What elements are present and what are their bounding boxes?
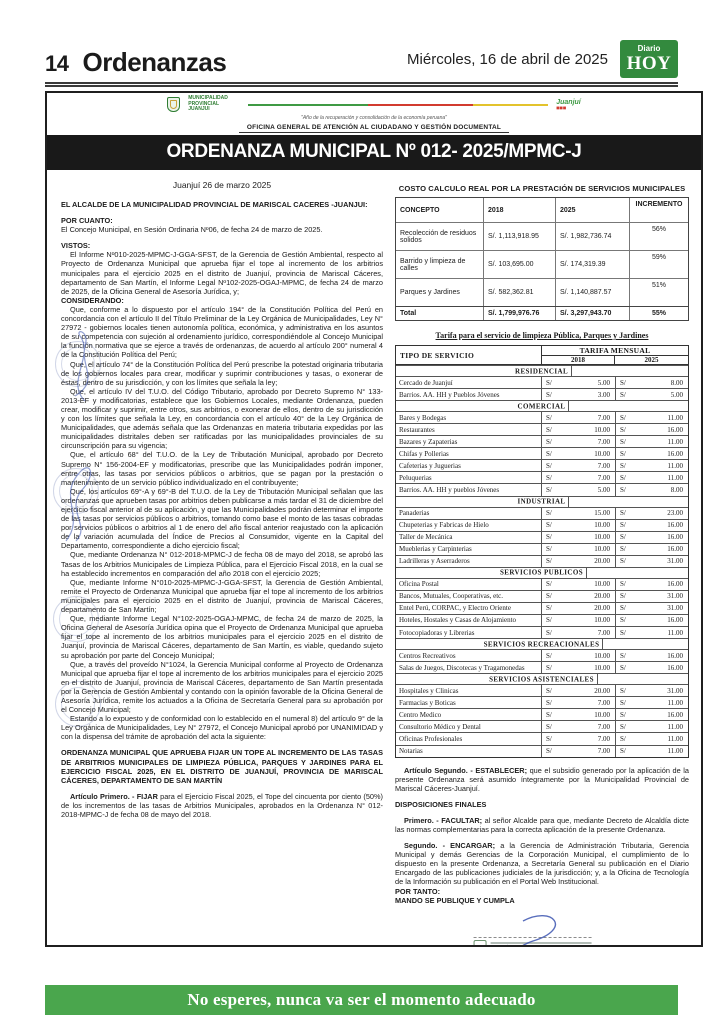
- name-text: Cercado de Juanjuí: [396, 377, 542, 388]
- p25-text: 16.00: [667, 663, 683, 672]
- p25-text: 11.00: [667, 437, 683, 446]
- tariff-table-row: Chifas y Pollerias S/ 10.00 S/ 16.00: [396, 447, 688, 459]
- inc-text: 55%: [651, 310, 666, 317]
- section-title: Ordenanzas: [82, 47, 227, 77]
- mayor-signature-icon: [413, 911, 643, 947]
- diario-hoy-logo: [620, 40, 678, 78]
- ordinance-paragraph: [61, 578, 383, 614]
- p25-text: 23.00: [667, 509, 683, 518]
- ordinance-paragraph: [61, 614, 383, 659]
- cost-table-row: [396, 250, 688, 278]
- text-text: Que, el artículo 74° de la Constitución Política del Perú prescribe la potestad originaria tributaria de los gobiernos locales para crear, modificar y suprimir contribuciones y tasas, o exonerar de éstas, dentro de su jurisdicción, y con los límites que señala la ley;: [61, 359, 383, 387]
- name-text: INDUSTRIAL: [515, 496, 570, 507]
- name-text: Consultorio Médico y Dental: [396, 721, 542, 732]
- edition-date: Miércoles, 16 de abril de 2025: [407, 50, 608, 68]
- municipality-name: MUNICIPALIDAD PROVINCIAL JUANJUI: [188, 95, 228, 113]
- tariff-table-row: Fotocopiadoras y Librerias S/ 7.00 S/ 11.00: [396, 626, 688, 638]
- p18-text: 10.00: [594, 521, 610, 530]
- p25-text: 8.00: [670, 485, 683, 494]
- tariff-table-row: Taller de Mecánica S/ 10.00 S/ 16.00: [396, 531, 688, 543]
- tariff-table-row: Cercado de Juanjuí S/ 5.00 S/ 8.00: [396, 376, 688, 388]
- text-text: Que, mediante Ordenanza N° 012-2018-MPMC-J de fecha 08 de mayo del 2018, se aprobó las Tasas de los Arbitrios Municipales de Limpieza Pública, para el Ejercicio Fiscal 2018, en la cual se ha establecido incrementos en comparación del año 2018 con el ejercicio 2025;: [61, 550, 383, 578]
- p25-text: 11.00: [667, 413, 683, 422]
- p25-text: 11.00: [667, 461, 683, 470]
- cost-table: [395, 197, 689, 321]
- tariff-table-row: Consultorio Médico y Dental S/ 7.00 S/ 11.00: [396, 720, 688, 732]
- name-text: Mueblerias y Carpinterias: [396, 544, 542, 555]
- tariff-table-row: Hospitales y Clinicas S/ 20.00 S/ 31.00: [396, 684, 688, 696]
- inc-text: 51%: [651, 282, 666, 289]
- ordinance-paragraph: [395, 841, 689, 886]
- col-header-concepto: CONCEPTO: [396, 198, 484, 222]
- p25-text: 8.00: [670, 378, 683, 387]
- name-text: Salas de Juegos, Discotecas y Tragamonedas: [396, 662, 542, 673]
- p25-text: 16.00: [667, 545, 683, 554]
- cost-table-row: [396, 222, 688, 250]
- tricolor-divider: [248, 104, 548, 106]
- head-text: VISTOS:: [61, 241, 91, 251]
- inc-text: 59%: [651, 254, 666, 261]
- p18-text: 10.00: [594, 663, 610, 672]
- text-text: Que, mediante Informe N°010-2025-MPMC-J-GGA-SFST, la Gerencia de Gestión Ambiental, remite el Proyecto de Ordenanza Municipal que aprueba fijar el tope al incremento de los arbitrios municipales para el ejercicio 2025 en el distrito de Juanjuí, provincia de Mariscal Cáceres, departamento de San Martín;: [61, 577, 383, 615]
- name-text: Barrios. AA. HH y Pueblos Jóvenes: [396, 389, 542, 400]
- ordinance-paragraph: [61, 748, 383, 784]
- p18-text: 10.00: [594, 425, 610, 434]
- p18-text: 10.00: [594, 616, 610, 625]
- ordinance-paragraph: [395, 887, 689, 896]
- p18-text: 10.00: [594, 580, 610, 589]
- text-text: a la Gerencia de Administración Tributaria, Gerencia Municipal y demás Gerencias de la Corporación Municipal, el cumplimiento de lo dispuesto en la presente Ordenanza, a Secretaría General su publicación en el Diario Encargado de las publicaciones judiciales de la jurisdicción; y, a la Oficina de Tecnología de la Información su publicación en el Portal Web Institucional.: [395, 841, 689, 887]
- name-text: Bazares y Zapaterias: [396, 436, 542, 447]
- head-text: EL ALCALDE DE LA MUNICIPALIDAD PROVINCIAL DE MARISCAL CACERES -JUANJUI:: [61, 200, 368, 209]
- tariff-table-row: Mueblerias y Carpinterias S/ 10.00 S/ 16.00: [396, 543, 688, 555]
- head-text: POR CUANTO:: [61, 216, 113, 226]
- name-text: Bancos, Mutuales, Cooperativas, etc.: [396, 591, 542, 602]
- head-text: ORDENANZA MUNICIPAL QUE APRUEBA FIJAR UN TOPE AL INCREMENTO DE LAS TASAS DE ARBITRIOS MUNICIPALES DE LIMPIEZA PÚBLICA, PARQUES Y JARDINES PARA EL EJERCICIO FISCAL 2025, EN EL DISTRITO DE JUANJUÍ, PROVINCIA DE MARISCAL CÁCERES, DEPARTAMENTO DE SAN MARTÍN: [61, 748, 383, 785]
- name-text: Entel Perú, CORPAC, y Electro Oriente: [396, 603, 542, 614]
- p25-text: 16.00: [667, 449, 683, 458]
- p25-text: 16.00: [667, 616, 683, 625]
- p18-text: 7.00: [597, 722, 610, 731]
- p18-text: 7.00: [597, 461, 610, 470]
- ordinance-content-box: [45, 91, 703, 947]
- p25-text: 16.00: [667, 533, 683, 542]
- p18-text: 7.00: [597, 698, 610, 707]
- p25-text: 16.00: [667, 651, 683, 660]
- tariff-table-row: [396, 365, 688, 376]
- p18-text: 10.00: [594, 449, 610, 458]
- ordinance-paragraph: [61, 487, 383, 551]
- p25-text: 11.00: [667, 473, 683, 482]
- right-column: [395, 176, 689, 947]
- name-text: Farmacias y Boticas: [396, 697, 542, 708]
- p18-text: 15.00: [594, 509, 610, 518]
- brand-tagline-mark: ◼◼◼: [556, 105, 567, 110]
- head-text: Artículo Segundo. - ESTABLECER;: [404, 765, 528, 775]
- head-text: Primero. - FACULTAR;: [404, 815, 483, 825]
- right-text-blocks: [395, 766, 689, 905]
- p25-text: 31.00: [667, 557, 683, 566]
- text-text: Que, el artículo 68° del T.U.O. de la Ley de Tributación Municipal, aprobado por Decreto Supremo N° 156-2004-EF y modificatorias, prescribe que las Municipalidades podrán imponer, entre otras, las tasas por servicios públicos o arbitrios, que se pagan por la prestación o mantenimiento de un servicio público individualizado en el contribuyente;: [61, 450, 383, 487]
- section-header: [45, 47, 226, 78]
- tariff-table-row: Bazares y Zapaterias S/ 7.00 S/ 11.00: [396, 435, 688, 447]
- col-header-2025: 2025: [556, 198, 630, 222]
- head-text: POR TANTO:: [395, 886, 441, 896]
- ordinance-paragraph: [61, 200, 383, 209]
- y2025-text: S/. 1,982,736.74: [556, 223, 630, 250]
- tariff-table-row: Hoteles, Hostales y Casas de Alojamiento S/ 10.00 S/ 16.00: [396, 614, 688, 626]
- name-text: SERVICIOS RECREACIONALES: [481, 639, 604, 650]
- institutional-masthead: [47, 93, 701, 133]
- masthead-logo-row: [167, 96, 581, 113]
- tariff-table-row: [396, 400, 688, 411]
- tariff-table-row: Panaderias S/ 15.00 S/ 23.00: [396, 507, 688, 519]
- tariff-table-row: Barrios. AA. HH y Pueblos Jóvenes S/ 3.00 S/ 5.00: [396, 388, 688, 400]
- p18-text: 20.00: [594, 604, 610, 613]
- p18-text: 10.00: [594, 545, 610, 554]
- p18-text: 20.00: [594, 686, 610, 695]
- tariff-table-row: Restaurantes S/ 10.00 S/ 16.00: [396, 423, 688, 435]
- concepto-text: Total: [396, 307, 484, 320]
- name-text: Restaurantes: [396, 424, 542, 435]
- name-text: Hospitales y Clinicas: [396, 685, 542, 696]
- concepto-text: Barrido y limpieza de calles: [396, 251, 484, 278]
- p18-text: 10.00: [594, 533, 610, 542]
- p18-text: 7.00: [597, 437, 610, 446]
- tariff-table-row: Entel Perú, CORPAC, y Electro Oriente S/ 20.00 S/ 31.00: [396, 602, 688, 614]
- y2025-text: S/. 1,140,887.57: [556, 279, 630, 306]
- name-text: Chifas y Pollerias: [396, 448, 542, 459]
- p18-text: 5.00: [597, 485, 610, 494]
- name-text: Barrios. AA. HH y pueblos Jóvenes: [396, 484, 542, 495]
- slogan-banner: [45, 985, 678, 1015]
- ordinance-paragraph: [395, 766, 689, 793]
- ordinance-paragraph: [395, 816, 689, 834]
- head-text: DISPOSICIONES FINALES: [395, 799, 487, 809]
- brand-main-text: HOY: [626, 53, 672, 74]
- two-column-body: [47, 170, 701, 947]
- ordinance-paragraph: [61, 305, 383, 360]
- tariff-table-row: [396, 567, 688, 578]
- ordinance-paragraph: [61, 250, 383, 295]
- head-text: Artículo Primero. - FIJAR: [70, 791, 158, 801]
- text-text: al señor Alcalde para que, mediante Decreto de Alcaldía dicte las normas complementarias para la correcta aplicación de la presente Ordenanza.: [395, 815, 689, 835]
- p25-text: 11.00: [667, 628, 683, 637]
- ordinance-paragraph: [61, 450, 383, 486]
- ordinance-paragraph: [61, 660, 383, 715]
- brand-top-text: Diario: [637, 44, 661, 53]
- left-text-blocks: [61, 200, 383, 819]
- p18-text: 7.00: [597, 747, 610, 755]
- p18-text: 7.00: [597, 628, 610, 637]
- tariff-table-row: Bancos, Mutuales, Cooperativas, etc. S/ 20.00 S/ 31.00: [396, 590, 688, 602]
- p18-text: 10.00: [594, 710, 610, 719]
- y2025-text: S/. 174,319.39: [556, 251, 630, 278]
- tariff-table-title: Tarifa para el servicio de limpieza Pública, Parques y Jardines: [435, 331, 649, 340]
- tariff-table: [395, 345, 689, 758]
- signature-area: [395, 911, 689, 947]
- text-text: Que, mediante Informe Legal N°102-2025-OGAJ-MPMC, de fecha 24 de marzo de 2025, la Oficina General de Asesoría Jurídica opina que el Proyecto de Ordenanza Municipal que aprueba fijar el tope al incremento de los arbitrios municipales para el ejercicio 2025 en el distrito de Juanjuí, provincia de Mariscal Cáceres, departamento de San Martín, es viable, quedando sujeto su aprobación por parte del Concejo Municipal;: [61, 614, 383, 660]
- y2018-text: S/. 582,362.81: [484, 279, 556, 306]
- annual-motto: "Año de la recuperación y consolidación de la economía peruana": [301, 114, 447, 121]
- y2018-text: S/. 103,695.00: [484, 251, 556, 278]
- tariff-table-row: Cafeterias y Juguerias S/ 7.00 S/ 11.00: [396, 459, 688, 471]
- page-number: 14: [45, 51, 69, 76]
- concepto-text: Recolección de residuos solidos: [396, 223, 484, 250]
- p18-text: 7.00: [597, 473, 610, 482]
- name-text: Fotocopiadoras y Librerias: [396, 627, 542, 638]
- ordinance-paragraph: [395, 896, 689, 905]
- tariff-table-row: Salas de Juegos, Discotecas y Tragamonedas S/ 10.00 S/ 16.00: [396, 661, 688, 673]
- text-text: Que, conforme a lo dispuesto por el artículo 194° de la Constitución Política del Perú en concordancia con el artículo II del Título Preliminar de la Ley Orgánica de Municipalidades, Ley N° 27972 - gobiernos locales tienen autonomía política, económica, y administrativa en los asuntos de su competencia con sujeción al ordenamiento jurídico, correspondiéndole al Concejo Municipal la función normativa que se ejerce a través de ordenanzas, de acuerdo al artículo 200° numeral 4 de la Constitución Política del Perú;: [61, 304, 383, 360]
- p18-text: 5.00: [597, 378, 610, 387]
- text-text: para el Ejercicio Fiscal 2025, el Tope del cincuenta por ciento (50%) de los incrementos de las tasas de Arbitrios Municipales, aprobados en la Ordenanza N° 012-2018-MPMC-J de fecha 08 de mayo del 2018.: [61, 791, 383, 819]
- p25-text: 16.00: [667, 521, 683, 530]
- name-text: Centro Medico: [396, 709, 542, 720]
- name-text: Oficina Postal: [396, 579, 542, 590]
- head-text: Segundo. - ENCARGAR;: [404, 841, 496, 851]
- p25-text: 31.00: [667, 686, 683, 695]
- name-text: Cafeterias y Juguerias: [396, 460, 542, 471]
- tariff-table-row: Chupeterias y Fabricas de Hielo S/ 10.00 S/ 16.00: [396, 519, 688, 531]
- tariff-table-rows: [396, 365, 688, 757]
- header-divider: [45, 82, 678, 87]
- p25-text: 16.00: [667, 425, 683, 434]
- tariff-table-row: Bares y Bodegas S/ 7.00 S/ 11.00: [396, 411, 688, 423]
- p18-text: 7.00: [597, 413, 610, 422]
- name-text: SERVICIOS PUBLICOS: [497, 567, 587, 578]
- col-header-incremento: INCREMENTO: [635, 201, 683, 208]
- tariff-table-row: Notarias S/ 7.00 S/ 11.00: [396, 745, 688, 757]
- ordinance-paragraph: [61, 714, 383, 741]
- p25-text: 11.00: [667, 722, 683, 731]
- text-text: que el subsidio generado por la aplicación de la presente Ordenanza será asumido íntegramente por la Municipalidad Provincial de Mariscal Cáceres-Juanjuí.: [395, 765, 689, 793]
- p25-text: 31.00: [667, 604, 683, 613]
- text-text: Que, los artículos 69°-A y 69°-B del T.U.O. de la Ley de Tributación Municipal señalan que las ordenanzas que aprueben tasas por arbitrios deben publicarse a más tardar el 31 de diciembre del ejercicio fiscal anterior al de su aplicación, y que las Municipalidades podrán determinar el importe de las tasas por servicios públicos o arbitrios, tomando como base el monto de las tasas cobradas por servicios públicos o arbitrios al 1 de enero del año fiscal anterior reajustado con la aplicación de la variación acumulada del Índice de Precios al Consumidor, vigente en la Capital del Departamento, correspondiente a dicho ejercicio fiscal;: [61, 486, 383, 551]
- ordinance-paragraph: [61, 296, 383, 305]
- col-header-year-2018: 2018: [542, 356, 615, 364]
- p25-text: 5.00: [670, 390, 683, 399]
- slogan-text: No esperes, nunca va ser el momento adecuado: [187, 990, 536, 1009]
- p18-text: 7.00: [597, 734, 610, 743]
- name-text: Peluquerias: [396, 472, 542, 483]
- municipal-shield-icon: [167, 97, 180, 112]
- tariff-table-row: Centro Medico S/ 10.00 S/ 16.00: [396, 708, 688, 720]
- dateline: Juanjuí 26 de marzo 2025: [172, 180, 272, 190]
- name-text: RESIDENCIAL: [512, 366, 572, 377]
- name-text: Notarias: [396, 746, 542, 757]
- text-text: El Informe Nº010-2025-MPMC-J-GGA-SFST, de la Gerencia de Gestión Ambiental, respecto al Proyecto de Ordenanza Municipal que aprueba fijar el tope al incremento de los arbitrios municipales para el ejercicio 2025 en el distrito de Juanjuí, provincia de Mariscal Cáceres, departamento de San Martín, el Informe Legal Nº102-2025-OGAJ-MPMC, de fecha 24 de marzo de 2025, de la Oficina General de Asesoría Jurídica, y;: [61, 250, 383, 296]
- tariff-header-right: [542, 346, 688, 364]
- p18-text: 20.00: [594, 592, 610, 601]
- name-text: Bares y Bodegas: [396, 412, 542, 423]
- inc-text: 56%: [651, 226, 666, 233]
- ordinance-paragraph: [61, 550, 383, 577]
- concepto-text: Parques y Jardines: [396, 279, 484, 306]
- tariff-table-header: [396, 346, 688, 365]
- text-text: Que, a través del proveído N°1024, la Gerencia Municipal conforme al Proyecto de Ordenanza Municipal que aprueba fijar el tope al incremento de los arbitrios municipales para el ejercicio 2025 en el distrito de Juanjuí, provincia de Mariscal Cáceres, departamento de San Martín presentada por la Gerencia de Gestión Ambiental y contando con la opinión favorable de la Oficina General de Asesoría Jurídica, remite los actuados a la Oficina de Secretaría General para su aprobación por el Concejo Municipal;: [61, 659, 383, 715]
- text-text: El Concejo Municipal, en Sesión Ordinaria Nº06, de fecha 24 de marzo de 2025.: [61, 225, 323, 235]
- tariff-table-row: [396, 673, 688, 684]
- p18-text: 20.00: [594, 557, 610, 566]
- tariff-table-row: Centros Recreativos S/ 10.00 S/ 16.00: [396, 649, 688, 661]
- office-name: OFICINA GENERAL DE ATENCIÓN AL CIUDADANO Y GESTIÓN DOCUMENTAL: [239, 124, 509, 133]
- text-text: Que, el artículo IV del T.U.O. del Código Tributario, aprobado por Decreto Supremo N° 133-2013-EF y modificatorias, establece que los Gobiernos Locales, mediante Ordenanza, pueden crear, modificar y suprimir, entre otros, sus arbitrios, o exonerar de ellos, dentro de su jurisdicción y con los límites que señala la Ley, en concordancia con el artículo 40° de la Ley Orgánica de Municipalidades, que además señala que las Ordenanzas en materia tributaria expedidas por las municipalidades distritales deben ser ratificadas por las municipalidades provinciales de su circunscripción para su vigencia;: [61, 386, 383, 451]
- ordinance-paragraph: [61, 387, 383, 451]
- ordinance-paragraph: [61, 225, 383, 234]
- cost-table-header-row: [396, 198, 688, 222]
- ordinance-paragraph: [61, 360, 383, 387]
- col-header-monthly-tariff: TARIFA MENSUAL: [542, 346, 688, 356]
- p25-text: 11.00: [667, 734, 683, 743]
- col-header-service-type: TIPO DE SERVICIO: [396, 346, 542, 364]
- ordinance-paragraph: [395, 800, 689, 809]
- juanjui-brand-logo: Juanjuí ◼◼◼: [556, 99, 581, 110]
- cost-table-title: COSTO CALCULO REAL POR LA PRESTACIÓN DE SERVICIOS MUNICIPALES: [398, 184, 686, 193]
- text-text: Estando a lo expuesto y de conformidad con lo establecido en el numeral 8) del artículo 9° de la Ley Orgánica de Municipalidades, Ley N° 27972, el Concejo Municipal aprobó por UNANIMIDAD y con la dispensa del trámite de aprobación del acta la siguiente:: [61, 714, 383, 742]
- y2025-text: S/. 3,297,943.70: [556, 307, 630, 320]
- ordinance-title-banner: ORDENANZA MUNICIPAL Nº 012- 2025/MPMC-J: [47, 135, 701, 170]
- name-text: COMERCIAL: [515, 401, 570, 412]
- tariff-table-row: Barrios. AA. HH y pueblos Jóvenes S/ 5.00 S/ 8.00: [396, 483, 688, 495]
- y2018-text: S/. 1,113,918.95: [484, 223, 556, 250]
- p25-text: 16.00: [667, 710, 683, 719]
- tariff-table-row: Oficinas Profesionales S/ 7.00 S/ 11.00: [396, 732, 688, 744]
- name-text: Chupeterias y Fabricas de Hielo: [396, 520, 542, 531]
- col-header-year-2025: 2025: [644, 356, 659, 364]
- name-text: Panaderias: [396, 508, 542, 519]
- tariff-table-row: [396, 496, 688, 507]
- tariff-table-row: [396, 638, 688, 649]
- head-text: MANDO SE PUBLIQUE Y CUMPLA: [395, 895, 515, 905]
- head-text: CONSIDERANDO:: [61, 295, 124, 305]
- p25-text: 16.00: [667, 580, 683, 589]
- date-brand-area: [407, 40, 678, 78]
- name-text: SERVICIOS ASISTENCIALES: [486, 674, 598, 685]
- cost-table-row: [396, 306, 688, 320]
- tariff-table-row: Oficina Postal S/ 10.00 S/ 16.00: [396, 578, 688, 590]
- ordinance-paragraph: [61, 216, 383, 225]
- cost-table-row: [396, 278, 688, 306]
- col-header-2018: 2018: [484, 198, 556, 222]
- p25-text: 31.00: [667, 592, 683, 601]
- ordinance-paragraph: [61, 241, 383, 250]
- p18-text: 10.00: [594, 651, 610, 660]
- cost-table-rows: [396, 222, 688, 320]
- tariff-table-row: Farmacias y Boticas S/ 7.00 S/ 11.00: [396, 696, 688, 708]
- name-text: Oficinas Profesionales: [396, 733, 542, 744]
- name-text: Centros Recreativos: [396, 650, 542, 661]
- y2018-text: S/. 1,799,976.76: [484, 307, 556, 320]
- p25-text: 11.00: [667, 747, 683, 755]
- page-header: [45, 40, 678, 78]
- p18-text: 3.00: [597, 390, 610, 399]
- tariff-table-row: Peluquerias S/ 7.00 S/ 11.00: [396, 471, 688, 483]
- ordinance-paragraph: [61, 792, 383, 819]
- name-text: Hoteles, Hostales y Casas de Alojamiento: [396, 615, 542, 626]
- p25-text: 11.00: [667, 698, 683, 707]
- left-column: [61, 176, 383, 947]
- name-text: Taller de Mecánica: [396, 532, 542, 543]
- tariff-table-row: Ladrilleras y Aserraderos S/ 20.00 S/ 31.00: [396, 555, 688, 567]
- name-text: Ladrilleras y Aserraderos: [396, 556, 542, 567]
